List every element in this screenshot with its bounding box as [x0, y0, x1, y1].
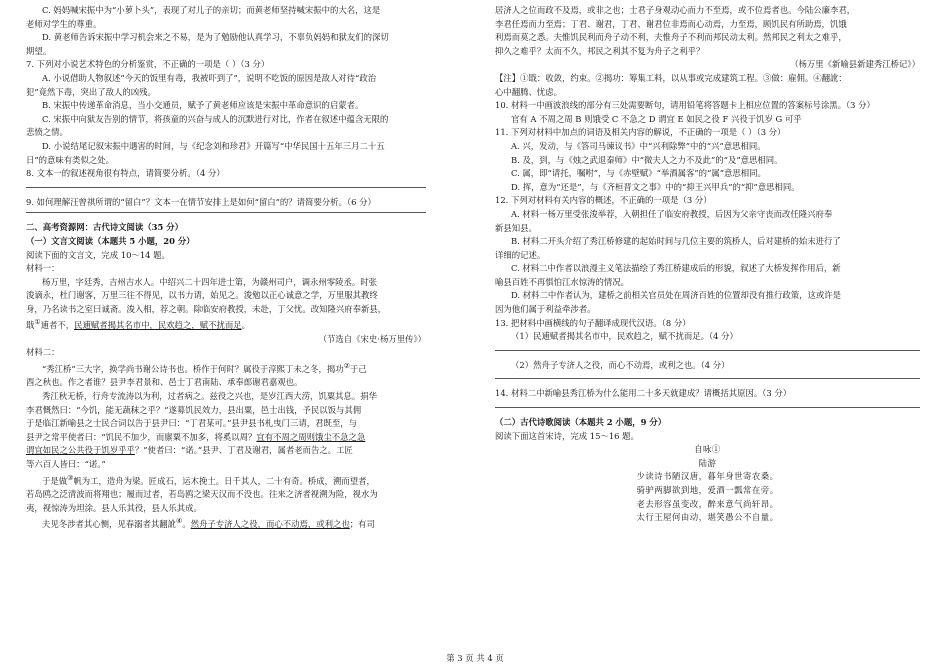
- material-2-text: 于是临江新喻县之士民合词以告于县尹曰：“丁君某可。”县尹县书札曳门三请，君既至，与: [26, 418, 357, 429]
- poem-line: 少读诗书陋汉唐，暮年身世寄农桑。: [636, 471, 779, 482]
- material-2-text: 秀江秋无桥，行舟专流涛以为利，过者病之。兹役之兴也，是岁江西大涝，饥粟其息。捐华: [42, 391, 377, 402]
- q11-option-d: D. 挥，意为“还是”，与《齐桓晋文之事》中的“抑王兴甲兵”的“抑”意思相同。: [511, 181, 800, 192]
- q11-option-b: B. 及，到，与《烛之武退秦师》中“微夫人之力不及此”的“及”意思相同。: [511, 154, 783, 165]
- material-2-text: 李君慨然曰：“今饥，能无蔬秣之乎？”遂募饥民效力，县出粟，邑士出钱，予民以饭与其佣: [26, 404, 362, 415]
- q12-option-c-cont: 喻县百姓不再惧怕江水惊涛的情况。: [495, 276, 629, 287]
- answer-line: [26, 209, 426, 213]
- text-run: 于己: [349, 363, 367, 374]
- material-1-text: 身，乃名读书之室曰诚斋。浚入相，荐之朝。除临安府教授，未赴，丁父忧。改知隆兴府奉新县，: [26, 303, 387, 314]
- question-7: 7. 下列对小说艺术特色的分析鉴赏，不正确的一项是（ ）（3 分）: [26, 59, 270, 70]
- q11-option-c: C. 属，即“请托，嘱咐”，与《赤壁赋》“举酒属客”的“属”意思相同。: [511, 168, 766, 179]
- text-run: ，: [65, 320, 75, 331]
- poem-line: 太行王屋何由动，堪笑愚公不自量。: [636, 512, 779, 523]
- question-13: 13. 把材料中画横线的句子翻译成现代汉语。（8 分）: [495, 317, 691, 328]
- text-run: 县尹之常平使者曰：“饥民不加少，而廪粟不加多，将奚以周？: [26, 431, 257, 442]
- answer-line: [495, 344, 920, 351]
- question-14: 14. 材料二中新喻县秀江桥为什么能用二十多天就建成？请概括其原因。（3 分）: [495, 388, 792, 399]
- reading-intro: 阅读下面这首宋诗，完成 15～16 题。: [495, 430, 639, 441]
- material-1-source: （节选自《宋史·杨万里传》）: [318, 333, 426, 344]
- material-2-text: “秀江桥”三大字，换学尚书谢公诗书也。桥作于何时？属役于淳熙丁未之冬，揭功②于己: [42, 362, 367, 374]
- text-run: 于是做: [42, 475, 68, 486]
- option-c-cont: 老师对学生的尊重。: [26, 18, 102, 29]
- material-2-text: 夫见冬涉者其心恻，见春溺者其翻訛④。然舟子专济人之役，而心不动焉，或利之也；有司: [42, 517, 375, 529]
- poem-author: 陆游: [698, 457, 717, 468]
- option-d-cont: 期望。: [26, 45, 52, 56]
- material-2-text: 于是做③帆为工，造舟为梁。匠成石，运木挽土。日千其人，二十有奇。桥成，溯而望者，: [42, 473, 375, 486]
- text-run: 帆为工，造舟为梁。匠成石，运木挽土。日千其人，二十有奇。桥成，溯而望者，: [73, 475, 375, 486]
- q7-option-a-cont: 犯”竟然下毒，突出了敌人的凶残。: [26, 86, 156, 97]
- q13-part-2: （2）然舟子专济人之役，而心不动焉，或利之也。（4 分）: [511, 359, 730, 370]
- answer-line: [26, 181, 426, 188]
- wavy-sentence: 谓宜如民之公共役于饥岁乎乎: [26, 445, 135, 456]
- material-1-text: 戢①逋者不，民逋赋者揭其名市中，民欢趋之，赋不扰而足。: [26, 318, 251, 331]
- q12-option-d: D. 材料二中作者认为，建桥之前相关官员处在周济百姓的位置却没有推行政策，这或许是: [511, 290, 841, 301]
- q12-option-a: A. 材料一杨万里受张浚举荐，入朝担任了临安府教授，后因为父亲守丧而改任隆兴府奉: [511, 208, 833, 219]
- q7-option-d-cont: 日”的意味有类似之处。: [26, 154, 115, 165]
- page-footer: 第 3 页 共 4 页: [446, 653, 504, 663]
- q12-option-b-cont: 详细的记述。: [495, 249, 546, 260]
- question-10: 10. 材料一中画波浪线的部分有三处需要断句，请用铅笔将答题卡上相应位置的答案标号涂黑。（3 分）: [495, 100, 875, 111]
- answer-line: [495, 372, 920, 379]
- question-12: 12. 下列对材料有关内容的概述，不正确的一项是（3 分）: [495, 195, 712, 206]
- material-2-text: 利焉而莫之悉。夫惟饥民利而舟子动不利，夫惟舟子不利而邦民动太利。然邦民之利太之难乎，: [495, 32, 847, 43]
- option-c: C. 妈妈喊宋振中为“小萝卜头”，表现了对儿子的亲切；而黄老师坚持喊宋振中的大名，这是: [42, 5, 381, 15]
- text-run: 逋者不: [40, 320, 66, 331]
- poem-line: 骑驴两脚欲到地，爱酒一瓢常在旁。: [636, 485, 779, 495]
- material-2-text: 李君任焉而力至焉；丁君、谢君，丁君、谢君位非焉而心动焉，力至焉，顾饥民有所助焉，饥饿: [495, 18, 847, 29]
- material-2-label: 材料二：: [26, 347, 60, 358]
- section-2a-heading: （一）文言文阅读（本题共 5 小题，20 分）: [26, 235, 195, 246]
- text-run: ？”使者曰：“诺。”县尹、丁君及谢君，属者老而告之。工匠: [134, 445, 353, 456]
- q12-option-b: B. 材料二开头介绍了秀江桥修建的起始时间与几位主要的筑桥人，后对建桥的始末进行了: [511, 236, 841, 247]
- question-11: 11. 下列对材料中加点的词语及相关内容的解说，不正确的一项是（ ）（3 分）: [495, 127, 786, 138]
- option-d: D. 黄老师告诉宋振中学习机会来之不易，是为了勉励他认真学习，不辜负妈妈和狱友们的深切: [42, 32, 389, 43]
- poem-title: 自咏①: [694, 444, 721, 455]
- material-2-text: 夷，视惊涛为坦涂。县人乐其役，县人乐其成。: [26, 502, 202, 513]
- q7-option-c: C. 宋振中向狱友告别的情节，将孩童的兴奋与成人的沉默进行对比，作者在叙述中蕴含无限的: [42, 113, 389, 124]
- q7-option-d: D. 小说结尾记叙宋振中遇害的时间，与《纪念刘和珍君》开篇写“中华民国十五年三月二十五: [42, 140, 385, 151]
- section-2-heading: 二、高考资源网：古代诗文阅读（35 分）: [26, 222, 183, 233]
- material-1-text: 浚谪永，杜门谢客，万里三往不得见，以书力请，始见之。浚勉以正心诚意之学，万里服其教终: [26, 290, 378, 301]
- right-column: [495, 4, 920, 525]
- q10-sentence: 官有 A 不周之周 B 则饿受 C 不急之 D 谓宜 E 如民之役 F 兴役于饥岁 G 可乎: [511, 113, 802, 124]
- text-run: 。: [241, 320, 251, 331]
- text-run: 戢: [26, 320, 35, 331]
- q7-option-c-cont: 悲愤之情。: [26, 127, 68, 138]
- material-2-text: 若岛鸥之泛清波而将翔也；履而过者，若岛鸥之梁天汉而不没也。往来之济者视溯为险，视水为: [26, 488, 378, 499]
- q12-option-d-cont: 因为他们属于利益牵涉者。: [495, 304, 596, 315]
- underlined-sentence: 然舟子专济人之役，而心不动焉，或利之也: [190, 518, 350, 529]
- material-1-text: 杨万里，字廷秀，吉州吉水人。中绍兴二十四年进士第，为赣州司户，调永州零陵丞。时张: [42, 276, 377, 287]
- text-run: 夫见冬涉者其心恻，见春溺者其翻訛: [42, 518, 176, 529]
- material-2-text: 抑久之难乎？太而不久，邦民之利其不复为舟子之利乎？: [495, 45, 705, 56]
- material-2-text: [26, 431, 426, 445]
- reading-intro: 阅读下面的文言文，完成 10～14 题。: [26, 249, 170, 260]
- text-run: “秀江桥”三大字，换学尚书谢公诗书也。桥作于何时？属役于淳熙丁未之冬，揭功: [42, 363, 344, 374]
- q11-option-a: A. 兴，发动，与《答司马谏议书》中“兴利除弊”中的“兴”意思相同。: [511, 140, 766, 151]
- footnote: 【注】①戢：收敛，约束。②揭功：筹集工料，以从事或完成建筑工程。③做：雇佣。④翻訛：: [495, 72, 847, 83]
- q12-option-c: C. 材料二中作者以浪漫主义笔法描绘了秀江桥建成后的形貌，叙述了大桥发挥作用后，新: [511, 263, 841, 274]
- text-run: ；有司: [349, 518, 375, 529]
- poem-line: 老去形容虽变改，醉来意气尚轩昂。: [636, 498, 779, 509]
- text-run: 。: [182, 518, 191, 529]
- q13-part-1: （1）民逋赋者揭其名市中，民欢趋之，赋不扰而足。（4 分）: [511, 331, 738, 342]
- wavy-sentence: 宜有不周之周则饿尘不急之急: [256, 431, 366, 442]
- underlined-sentence: 民逋赋者揭其名市中，民欢趋之，赋不扰而足: [74, 320, 242, 331]
- question-9: 9. 如何理解汪曾祺所谓的“留白”？文本一在情节安排上是如何“留白”的？请简要分析。（6 分）: [26, 196, 376, 207]
- question-8: 8. 文本一的叙述视角很有特点，请简要分析。（4 分）: [26, 168, 225, 179]
- q12-option-a-cont: 新县知县。: [495, 222, 537, 233]
- q7-option-a: A. 小说借助人物叙述“今天的饭里有毒，我被吓到了”，说明不吃饭的原因是敌人对待“政治: [42, 72, 377, 83]
- material-2-text: 酉之秋也。作之者谁？县尹李君景和、邑士丁君南陆、承奉郎谢君嘉观也。: [26, 377, 303, 388]
- material-2-text: 居济人之位而政不及焉，或非之也；士君子身观动心而力不至焉，或不位焉者也。今陆公廉李君，: [495, 5, 856, 15]
- material-1-label: 材料一：: [26, 263, 60, 274]
- footnote-cont: 心中翻腾、忧虑。: [495, 86, 562, 97]
- answer-line: [495, 401, 920, 408]
- material-2-text: 等六百人皆曰：“诺。”: [26, 459, 106, 469]
- material-2-source: （杨万里《新喻县新建秀江桥记》）: [790, 59, 920, 70]
- material-2-text: [26, 444, 426, 458]
- left-column: [26, 4, 426, 532]
- q7-option-b: B. 宋振中传递革命消息，当小交通员，赋予了黄老师应该是宋振中革命意识的启蒙者。: [42, 100, 364, 111]
- section-2b-heading: （二）古代诗歌阅读（本题共 2 小题，9 分）: [495, 417, 667, 428]
